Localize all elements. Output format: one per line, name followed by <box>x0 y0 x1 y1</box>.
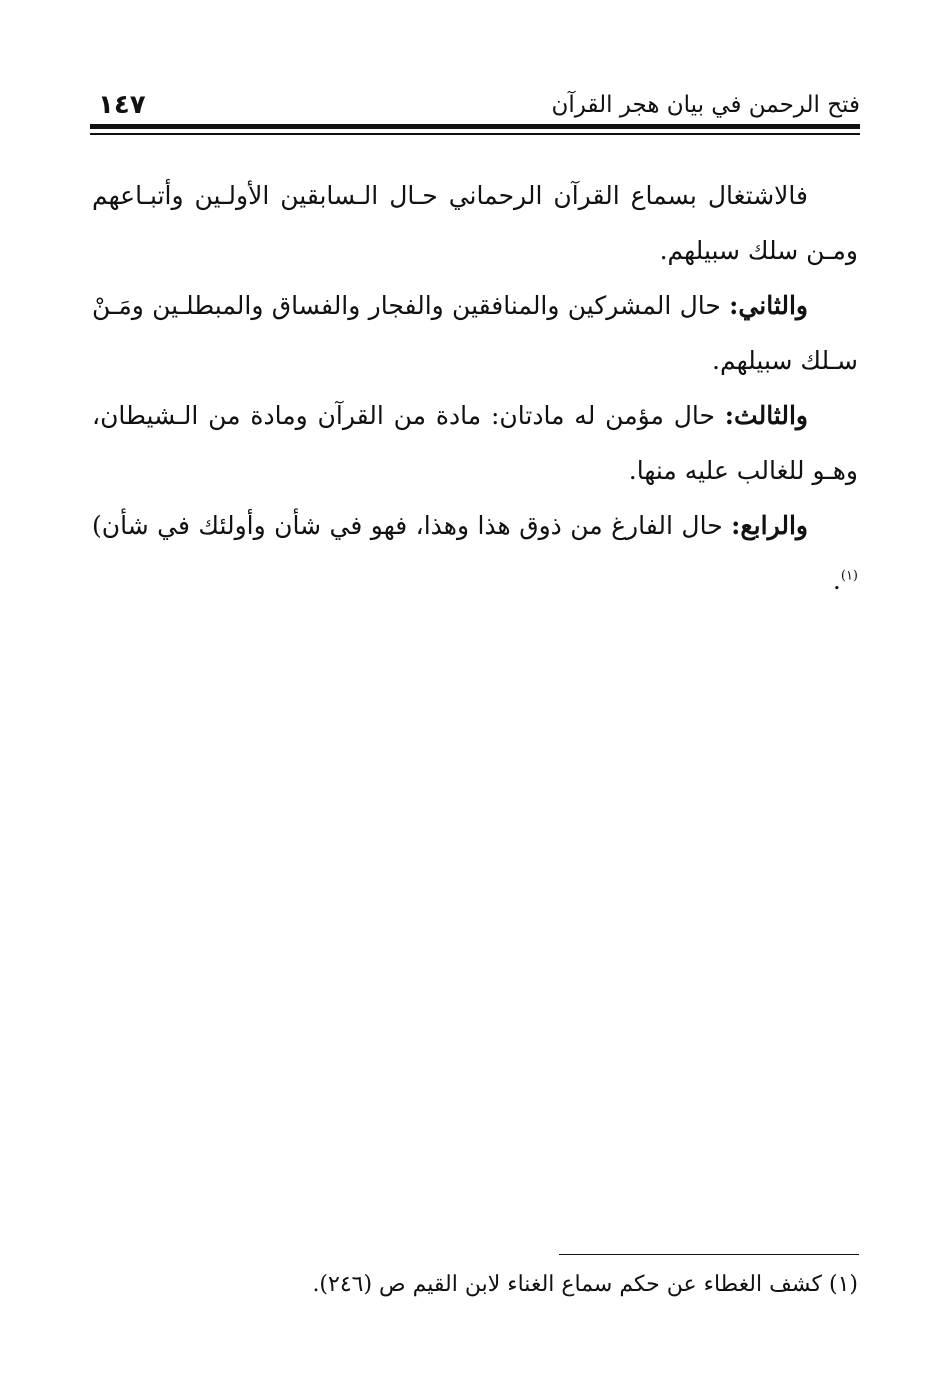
paragraph-2-text: حال المشركين والمنافقين والفجار والفساق والمبطلـين ومَـنْ سـلك سبيلهم. <box>92 291 858 375</box>
page-number: ١٤٧ <box>98 90 146 120</box>
footnote-separator <box>559 1254 859 1255</box>
paragraph-4-lead: والرابع: <box>731 511 808 540</box>
paragraph-2 <box>92 278 858 388</box>
main-text <box>92 168 858 608</box>
paragraph-3 <box>92 388 858 498</box>
paragraph-3-text: حال مؤمن له مادتان: مادة من القرآن ومادة من الـشيطان، وهـو للغالب عليه منها. <box>92 401 858 485</box>
book-title: فتح الرحمن في بيان هجر القرآن <box>551 92 860 118</box>
paragraph-4-end: . <box>832 566 841 595</box>
paragraph-4 <box>92 498 858 608</box>
paragraph-1-text: فالاشتغال بسماع القرآن الرحماني حـال الـسابقين الأولـين وأتبـاعهم ومـن سلك سبيلهم. <box>92 181 858 265</box>
footnote-1: (١) كشف الغطاء عن حكم سماع الغناء لابن القيم ص (٢٤٦). <box>312 1272 858 1297</box>
paragraph-4-text: حال الفارغ من ذوق هذا وهذا، فهو في شأن وأولئك في شأن) <box>92 511 732 540</box>
footnote-reference: (١) <box>840 568 858 584</box>
header-rule-thick <box>90 124 860 129</box>
paragraph-2-lead: والثاني: <box>729 291 808 320</box>
paragraph-3-lead: والثالث: <box>724 401 808 430</box>
header-rule-thin <box>90 133 860 135</box>
paragraph-1 <box>92 168 858 278</box>
